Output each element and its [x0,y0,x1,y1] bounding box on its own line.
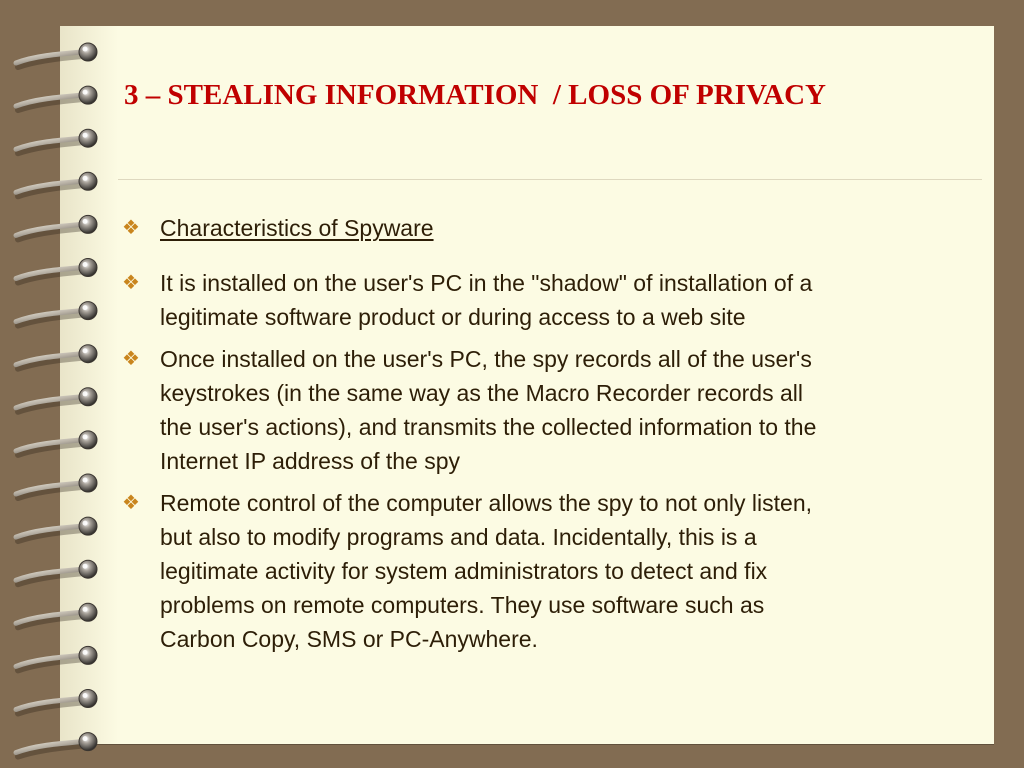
slide-title: 3 – STEALING INFORMATION / LOSS OF PRIVACY [124,79,827,111]
bullet-item-remote-control [121,486,986,656]
four-diamond-bullet-icon: ❖ [122,348,140,370]
spiral-ring [16,215,97,239]
section-heading: Characteristics of Spyware [160,215,434,241]
spiral-ring [16,431,97,455]
bullet-list [121,211,986,656]
spiral-ring [16,603,97,627]
spiral-ring [16,259,97,283]
spiral-ring [16,517,97,541]
spiral-ring [16,646,97,670]
title-divider [118,179,982,180]
bullet-item-installation [121,266,986,334]
bullet-text: It is installed on the user's PC in the "shadow" of installation of a legitimate software product or during access to a web site [160,270,813,330]
four-diamond-bullet-icon: ❖ [122,272,140,294]
bullet-item-characteristics [121,211,986,245]
spiral-ring [16,388,97,412]
spiral-ring [16,560,97,584]
spiral-ring [16,690,97,714]
four-diamond-bullet-icon: ❖ [122,492,140,514]
spiral-ring [16,733,97,757]
spiral-ring [16,43,97,67]
spiral-ring [16,345,97,369]
spiral-ring [16,172,97,196]
bullet-item-keystrokes [121,342,986,478]
spiral-ring [16,302,97,326]
four-diamond-bullet-icon: ❖ [122,217,140,239]
bullet-text: Remote control of the computer allows the spy to not only listen, but also to modify programs and data. Incidentally, this is a legitimate activity for system administrators to detect and fix problems on remote computers. They use software such as Carbon Copy, SMS or PC-Anywhere. [160,490,812,652]
spiral-binding-icon [0,0,120,768]
spiral-ring [16,474,97,498]
spiral-ring [16,86,97,110]
bullet-text: Once installed on the user's PC, the spy records all of the user's keystrokes (in the same way as the Macro Recorder records all the user's actions), and transmits the collected information to the Internet IP address of the spy [160,346,817,474]
spiral-ring [16,129,97,153]
